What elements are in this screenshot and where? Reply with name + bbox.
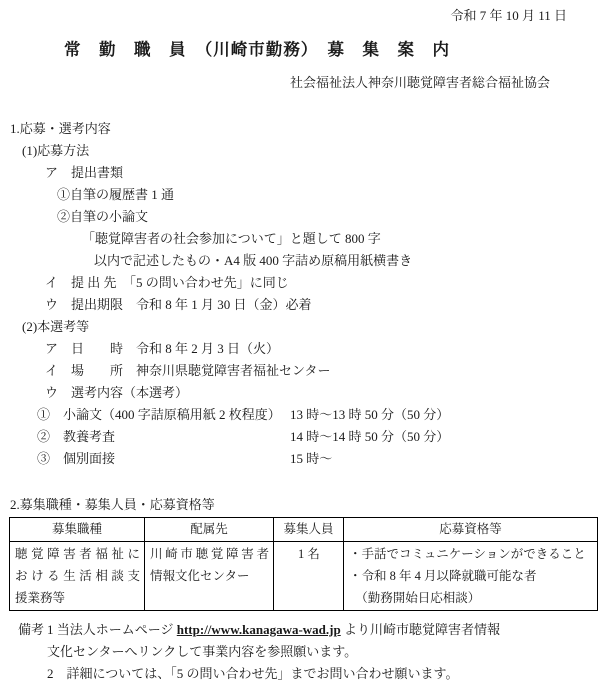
recruitment-table <box>9 517 598 611</box>
document-item-essay: ②自筆の小論文 <box>57 209 149 224</box>
selection-content-heading: ウ 選考内容（本選考） <box>45 385 189 400</box>
notes-label: 備考 <box>18 622 45 637</box>
submit-to-line: イ 提 出 先 「5 の問い合わせ先」に同じ <box>45 275 289 290</box>
schedule-label: ① 小論文（400 字詰原稿用紙 2 枚程度） <box>37 407 281 422</box>
header-headcount: 募集人員 <box>274 518 344 542</box>
notes-body <box>47 619 606 685</box>
document-date: 令和 7 年 10 月 11 日 <box>450 8 567 23</box>
selection-date-line: ア 日 時 令和 8 年 2 月 3 日（火） <box>45 341 280 356</box>
essay-requirement-line1: 「聴覚障害者の社会参加について」と題して 800 字 <box>82 231 381 246</box>
main-selection-heading: (2)本選考等 <box>22 319 90 334</box>
schedule-label: ② 教養考査 <box>37 429 116 444</box>
header-qualifications: 応募資格等 <box>344 518 598 542</box>
organization-name: 社会福祉法人神奈川聴覚障害者総合福祉協会 <box>289 75 550 90</box>
header-position: 募集職種 <box>10 518 145 542</box>
selection-place-line: イ 場 所 神奈川県聴覚障害者福祉センター <box>45 363 331 378</box>
schedule-row-exam <box>37 426 606 448</box>
note-1-line-1 <box>47 619 606 641</box>
schedule-time: 14 時～14 時 50 分（50 分） <box>290 429 450 444</box>
schedule-label: ③ 個別面接 <box>37 451 116 466</box>
cell-headcount: 1 名 <box>274 542 344 611</box>
document-title: 常 勤 職 員 （川崎市勤務） 募 集 案 内 <box>64 40 450 59</box>
section-application-selection <box>0 118 606 470</box>
note-1-suffix: より川崎市聴覚障害者情報 <box>340 622 500 637</box>
schedule-time: 13 時～13 時 50 分（50 分） <box>290 407 450 422</box>
notes-section <box>18 619 606 685</box>
schedule-row-interview <box>37 448 606 470</box>
document-item-resume: ①自筆の履歴書 1 通 <box>57 187 175 202</box>
schedule-row-essay <box>37 404 606 426</box>
table-header-row <box>10 518 598 542</box>
schedule-time: 15 時～ <box>290 451 333 466</box>
section1-heading: 1.応募・選考内容 <box>10 121 111 136</box>
cell-qualifications: ・手話でコミュニケーションができること ・令和 8 年 4 月以降就職可能な者 （勤務開始日応相談） <box>344 542 598 611</box>
header-assignment: 配属先 <box>145 518 274 542</box>
application-method-heading: (1)応募方法 <box>22 143 90 158</box>
table-row <box>10 542 598 611</box>
documents-heading: ア 提出書類 <box>45 165 124 180</box>
deadline-line: ウ 提出期限 令和 8 年 1 月 30 日（金）必着 <box>45 297 312 312</box>
homepage-link[interactable]: http://www.kanagawa-wad.jp <box>176 622 341 637</box>
note-2: 2 詳細については、「5 の問い合わせ先」までお問い合わせ願います。 <box>47 666 459 681</box>
section2-heading: 2.募集職種・募集人員・応募資格等 <box>10 497 215 512</box>
essay-requirement-line2: 以内で記述したもの・A4 版 400 字詰め原稿用紙横書き <box>94 253 413 268</box>
note-1-prefix: 1 当法人ホームページ <box>47 622 177 637</box>
cell-position: 聴覚障害者福祉に おける生活相談支 援業務等 <box>10 542 145 611</box>
note-1-line-2: 文化センターへリンクして事業内容を参照願います。 <box>47 644 358 659</box>
cell-assignment: 川崎市聴覚障害者 情報文化センター <box>145 542 274 611</box>
